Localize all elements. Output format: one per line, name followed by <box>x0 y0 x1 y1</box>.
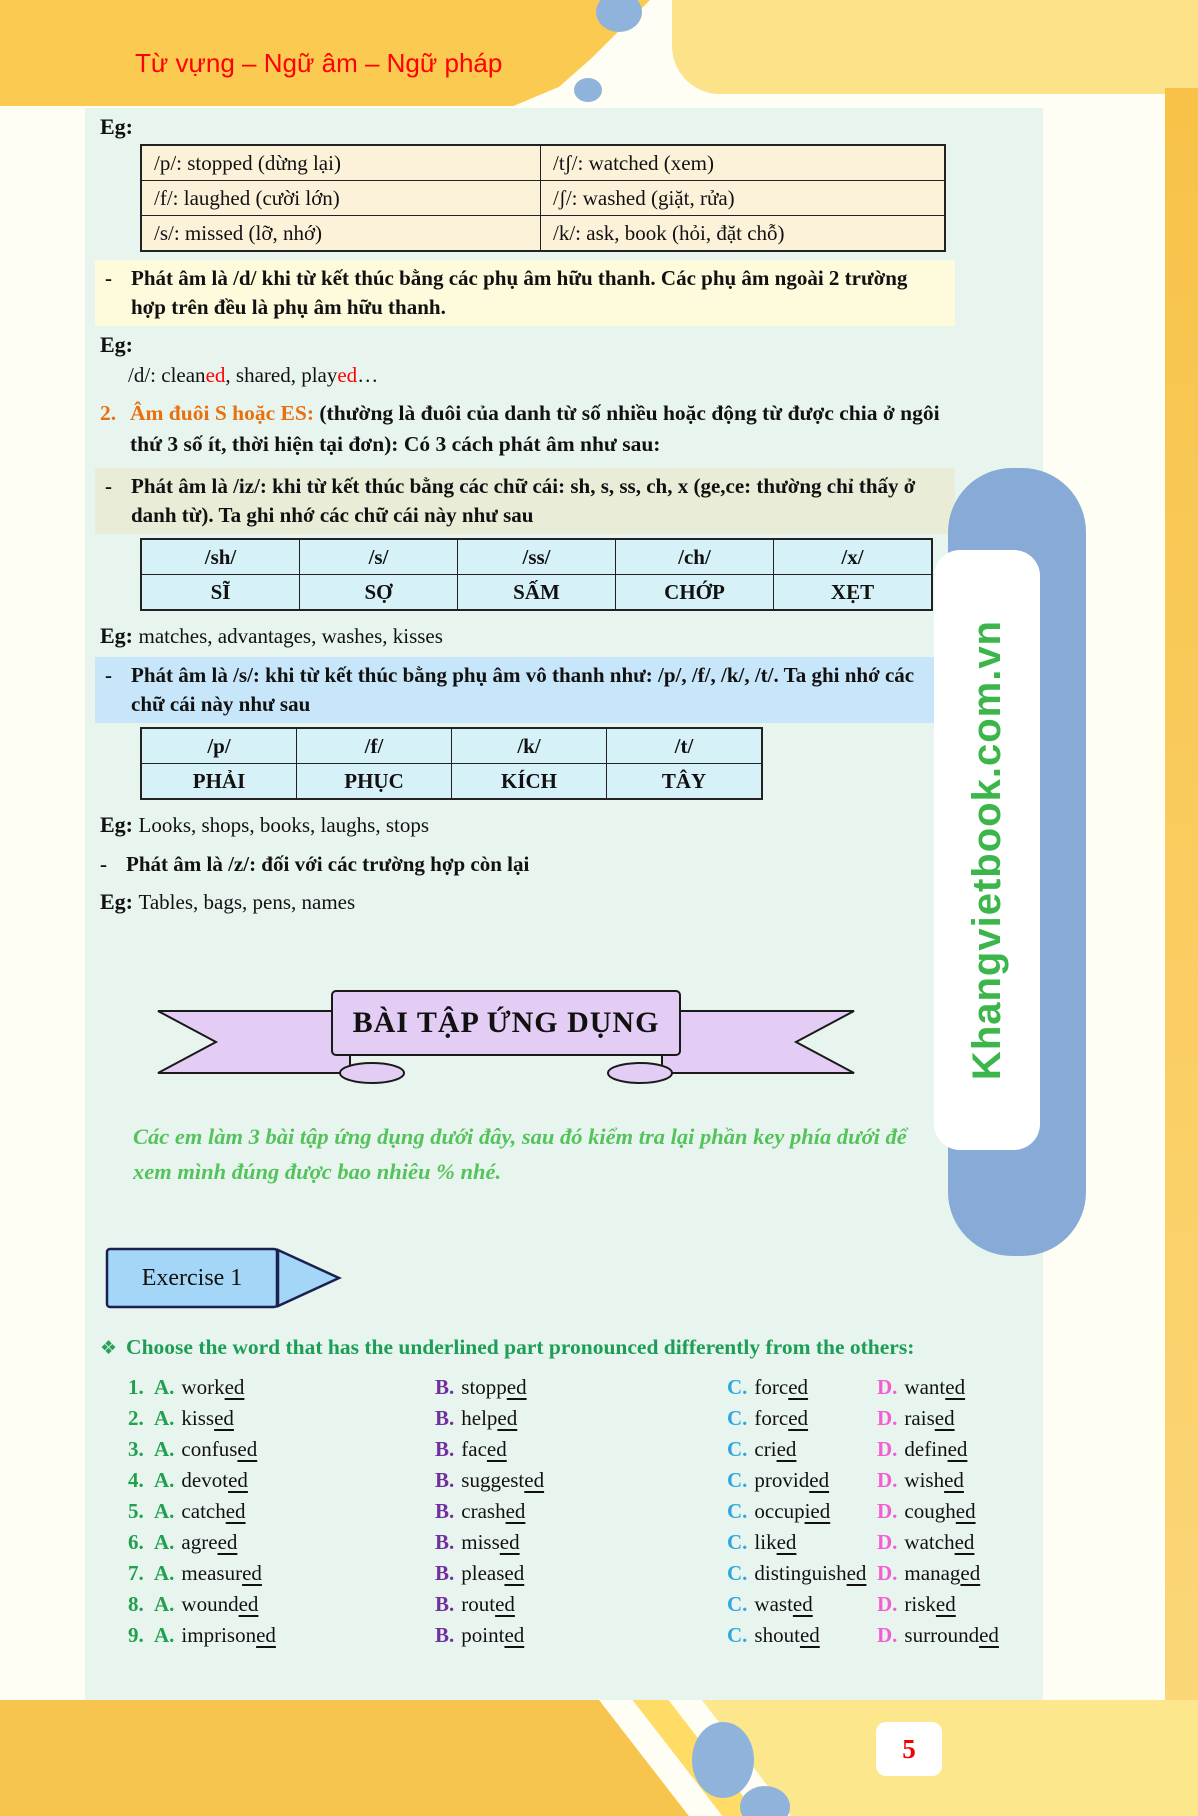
table-row <box>141 181 945 216</box>
question-option <box>435 1372 727 1403</box>
option-word: routed <box>461 1592 515 1616</box>
option-word: helped <box>461 1406 518 1430</box>
exercise-badge-label: Exercise 1 <box>141 1264 243 1291</box>
question-option <box>128 1465 435 1496</box>
mnemonic-row <box>141 764 762 800</box>
note-s-text: Phát âm là /s/: khi từ kết thúc bằng phụ âm vô thanh như: /p/, /f/, /k/, /t/. Ta ghi nhớ các chữ cái này như sau <box>131 663 915 716</box>
table-cell: /p/: stopped (dừng lại) <box>141 145 541 181</box>
option-letter: B. <box>435 1530 455 1554</box>
table-cell: /ʃ/: washed (giặt, rửa) <box>541 181 946 216</box>
table-cell: /s/: missed (lỡ, nhớ) <box>141 216 541 252</box>
eg-words: Tables, bags, pens, names <box>138 890 356 914</box>
option-word: agreed <box>181 1530 238 1554</box>
header-light-band <box>672 0 1198 94</box>
option-letter: A. <box>154 1592 175 1616</box>
question-row <box>128 1403 1043 1434</box>
table-cell: /x/ <box>774 539 933 575</box>
question-option <box>128 1496 435 1527</box>
question-option <box>727 1589 877 1620</box>
note-iz-text: Phát âm là /iz/: khi từ kết thúc bằng các chữ cái: sh, s, ss, ch, x (ge,ce: thường chỉ thấy ở danh từ). Ta ghi nhớ các chữ cái này như sau <box>131 474 916 527</box>
question-option <box>128 1558 435 1589</box>
eg-heading <box>100 332 1043 358</box>
question-option <box>435 1465 727 1496</box>
option-letter: C. <box>727 1406 748 1430</box>
mnemonic-table-s-body <box>141 728 762 799</box>
eg-d-red: ed <box>337 363 358 387</box>
option-letter: B. <box>435 1437 455 1461</box>
watermark-card <box>934 550 1040 1150</box>
header-row <box>141 728 762 764</box>
question-option <box>877 1620 1043 1651</box>
option-letter: C. <box>727 1499 748 1523</box>
question-option <box>128 1589 435 1620</box>
header-row <box>141 539 932 575</box>
question-option <box>435 1403 727 1434</box>
question-number: 9. <box>128 1623 144 1647</box>
exercise-badge <box>105 1247 345 1311</box>
eg-d-part: , shared, play <box>225 363 338 387</box>
option-word: kissed <box>181 1406 234 1430</box>
option-word: measured <box>181 1561 262 1585</box>
option-letter: C. <box>727 1561 748 1585</box>
section-2-heading <box>100 398 970 460</box>
pron-example-table <box>140 144 946 252</box>
table-cell: KÍCH <box>452 764 607 800</box>
table-cell: /f/ <box>297 728 452 764</box>
option-letter: D. <box>877 1592 898 1616</box>
question-option <box>727 1527 877 1558</box>
question-row <box>128 1465 1043 1496</box>
option-letter: C. <box>727 1530 748 1554</box>
option-letter: A. <box>154 1468 175 1492</box>
question-option <box>877 1403 1043 1434</box>
option-word: forced <box>754 1375 809 1399</box>
page-edge-strip <box>1165 88 1198 1718</box>
option-letter: C. <box>727 1623 748 1647</box>
option-word: managed <box>904 1561 981 1585</box>
option-word: forced <box>754 1406 809 1430</box>
eg-label: Eg: <box>100 114 133 139</box>
option-letter: A. <box>154 1623 175 1647</box>
page-title: Từ vựng – Ngữ âm – Ngữ pháp <box>135 48 503 78</box>
eg-label: Eg: <box>100 623 133 648</box>
eg-d-part: … <box>357 363 379 387</box>
option-letter: D. <box>877 1375 898 1399</box>
dash-bullet: - <box>105 663 112 687</box>
question-option <box>727 1558 877 1589</box>
option-word: wasted <box>754 1592 813 1616</box>
question-option <box>727 1465 877 1496</box>
intro-paragraph: Các em làm 3 bài tập ứng dụng dưới đây, sau đó kiểm tra lại phần key phía dưới để xem mình đúng được bao nhiêu % nhé. <box>133 1124 907 1184</box>
instruction-text: Choose the word that has the underlined part pronounced differently from the others: <box>126 1335 915 1359</box>
option-word: occupied <box>754 1499 831 1523</box>
option-letter: C. <box>727 1592 748 1616</box>
option-letter: C. <box>727 1375 748 1399</box>
table-row <box>141 216 945 252</box>
option-word: stopped <box>461 1375 527 1399</box>
question-number: 5. <box>128 1499 144 1523</box>
question-option <box>877 1589 1043 1620</box>
questions <box>128 1372 1043 1651</box>
mnemonic-table-iz-body <box>141 539 932 610</box>
footer <box>0 1700 1198 1816</box>
decor-dot-icon <box>692 1722 754 1798</box>
table-cell: PHỤC <box>297 764 452 800</box>
dash-bullet: - <box>100 852 107 876</box>
option-word: cried <box>754 1437 797 1461</box>
table-cell: TÂY <box>607 764 763 800</box>
table-cell: /f/: laughed (cười lớn) <box>141 181 541 216</box>
section-number: 2. <box>100 401 117 425</box>
eg-label: Eg: <box>100 889 133 914</box>
question-row <box>128 1496 1043 1527</box>
note-iz <box>95 468 955 534</box>
option-letter: A. <box>154 1375 175 1399</box>
exercise-instruction <box>100 1335 1043 1360</box>
note-d <box>95 260 955 326</box>
option-letter: B. <box>435 1592 455 1616</box>
table-cell: SỢ <box>300 575 458 611</box>
option-word: suggested <box>461 1468 545 1492</box>
mnemonic-table-iz <box>140 538 933 611</box>
option-word: risked <box>904 1592 956 1616</box>
table-cell: /k/: ask, book (hỏi, đặt chỗ) <box>541 216 946 252</box>
option-letter: A. <box>154 1437 175 1461</box>
question-number: 1. <box>128 1375 144 1399</box>
page-number: 5 <box>876 1722 942 1776</box>
question-option <box>877 1465 1043 1496</box>
option-letter: D. <box>877 1499 898 1523</box>
eg-d-red: ed <box>205 363 226 387</box>
table-row <box>141 145 945 181</box>
question-row <box>128 1620 1043 1651</box>
table-cell: /sh/ <box>141 539 300 575</box>
question-number: 3. <box>128 1437 144 1461</box>
option-letter: D. <box>877 1406 898 1430</box>
eg-words: matches, advantages, washes, kisses <box>138 624 443 648</box>
question-option <box>435 1496 727 1527</box>
eg-example-line <box>100 812 1043 838</box>
option-word: crashed <box>461 1499 526 1523</box>
question-option <box>877 1496 1043 1527</box>
mnemonic-row <box>141 575 932 611</box>
question-option <box>435 1527 727 1558</box>
option-letter: A. <box>154 1499 175 1523</box>
table-cell: /k/ <box>452 728 607 764</box>
section-label: Âm đuôi S hoặc ES: <box>130 401 314 425</box>
option-word: imprisoned <box>181 1623 276 1647</box>
question-number: 2. <box>128 1406 144 1430</box>
option-word: liked <box>754 1530 797 1554</box>
table-cell: /s/ <box>300 539 458 575</box>
question-row <box>128 1434 1043 1465</box>
option-word: defined <box>904 1437 968 1461</box>
table-cell: CHỚP <box>616 575 774 611</box>
question-number: 7. <box>128 1561 144 1585</box>
decor-dot-icon <box>574 78 602 102</box>
table-cell: XẸT <box>774 575 933 611</box>
option-letter: A. <box>154 1530 175 1554</box>
note-s <box>95 657 955 723</box>
option-word: provided <box>754 1468 830 1492</box>
diamond-bullet-icon: ❖ <box>100 1337 118 1359</box>
eg-words: Looks, shops, books, laughs, stops <box>138 813 430 837</box>
option-word: faced <box>461 1437 507 1461</box>
option-letter: B. <box>435 1406 455 1430</box>
table-cell: SĨ <box>141 575 300 611</box>
option-letter: D. <box>877 1561 898 1585</box>
eg-label: Eg: <box>100 332 133 357</box>
section-rest: (thường là đuôi của danh từ số nhiều hoặc động từ được chia ở ngôi thứ 3 số ít, thời hiện tại đơn): Có 3 cách phát âm như sau: <box>130 401 940 456</box>
table-cell: /ss/ <box>458 539 616 575</box>
table-cell: /tʃ/: watched (xem) <box>541 145 946 181</box>
question-option <box>877 1434 1043 1465</box>
question-option <box>877 1372 1043 1403</box>
option-word: wanted <box>904 1375 966 1399</box>
question-row <box>128 1372 1043 1403</box>
option-word: confused <box>181 1437 258 1461</box>
option-letter: D. <box>877 1623 898 1647</box>
option-word: pleased <box>461 1561 525 1585</box>
option-word: raised <box>904 1406 955 1430</box>
section-heading-text <box>130 398 970 460</box>
table-cell: /p/ <box>141 728 297 764</box>
option-word: coughed <box>904 1499 976 1523</box>
option-letter: A. <box>154 1561 175 1585</box>
question-option <box>435 1620 727 1651</box>
option-letter: B. <box>435 1561 455 1585</box>
question-option <box>727 1620 877 1651</box>
question-option <box>435 1558 727 1589</box>
question-option <box>435 1434 727 1465</box>
option-word: pointed <box>461 1623 525 1647</box>
question-option <box>128 1527 435 1558</box>
option-word: shouted <box>754 1623 820 1647</box>
option-letter: B. <box>435 1623 455 1647</box>
question-option <box>877 1527 1043 1558</box>
table-cell: PHẢI <box>141 764 297 800</box>
question-row <box>128 1558 1043 1589</box>
option-letter: B. <box>435 1499 455 1523</box>
question-number: 4. <box>128 1468 144 1492</box>
eg-d-example <box>128 360 1043 390</box>
option-letter: D. <box>877 1530 898 1554</box>
option-word: watched <box>904 1530 975 1554</box>
question-option <box>128 1620 435 1651</box>
question-option <box>727 1496 877 1527</box>
option-word: catched <box>181 1499 246 1523</box>
question-option <box>128 1403 435 1434</box>
option-letter: D. <box>877 1437 898 1461</box>
question-option <box>727 1403 877 1434</box>
table-cell: /ch/ <box>616 539 774 575</box>
option-word: distinguished <box>754 1561 867 1585</box>
eg-example-line <box>100 889 1043 915</box>
table-cell: SẤM <box>458 575 616 611</box>
option-word: wounded <box>181 1592 259 1616</box>
dash-bullet: - <box>105 266 112 290</box>
question-option <box>877 1558 1043 1589</box>
question-option <box>128 1434 435 1465</box>
table-cell: /t/ <box>607 728 763 764</box>
question-number: 8. <box>128 1592 144 1616</box>
note-d-text: Phát âm là /d/ khi từ kết thúc bằng các phụ âm hữu thanh. Các phụ âm ngoài 2 trường hợp trên đều là phụ âm hữu thanh. <box>131 266 908 319</box>
question-option <box>435 1589 727 1620</box>
option-letter: D. <box>877 1468 898 1492</box>
note-z <box>100 846 960 883</box>
option-letter: C. <box>727 1437 748 1461</box>
option-letter: B. <box>435 1375 455 1399</box>
eg-label: Eg: <box>100 812 133 837</box>
question-option <box>128 1372 435 1403</box>
eg-heading <box>100 114 1043 140</box>
option-word: wished <box>904 1468 964 1492</box>
question-row <box>128 1527 1043 1558</box>
question-row <box>128 1589 1043 1620</box>
question-number: 6. <box>128 1530 144 1554</box>
option-letter: B. <box>435 1468 455 1492</box>
option-letter: C. <box>727 1468 748 1492</box>
option-word: worked <box>181 1375 245 1399</box>
banner-title: BÀI TẬP ỨNG DỤNG <box>352 1006 660 1039</box>
option-word: devoted <box>181 1468 248 1492</box>
eg-d-part: /d/: clean <box>128 363 206 387</box>
eg-example-line <box>100 623 1043 649</box>
pron-example-table-body <box>141 145 945 251</box>
dash-bullet: - <box>105 474 112 498</box>
publisher-watermark: Khangvietbook.com.vn <box>964 619 1009 1081</box>
ribbon-banner <box>150 987 862 1089</box>
option-letter: A. <box>154 1406 175 1430</box>
option-word: missed <box>461 1530 520 1554</box>
question-option <box>727 1372 877 1403</box>
option-word: surrounded <box>904 1623 999 1647</box>
mnemonic-table-s <box>140 727 763 800</box>
question-option <box>727 1434 877 1465</box>
note-z-text: Phát âm là /z/: đối với các trường hợp còn lại <box>126 852 530 876</box>
content-panel <box>85 108 1043 1700</box>
